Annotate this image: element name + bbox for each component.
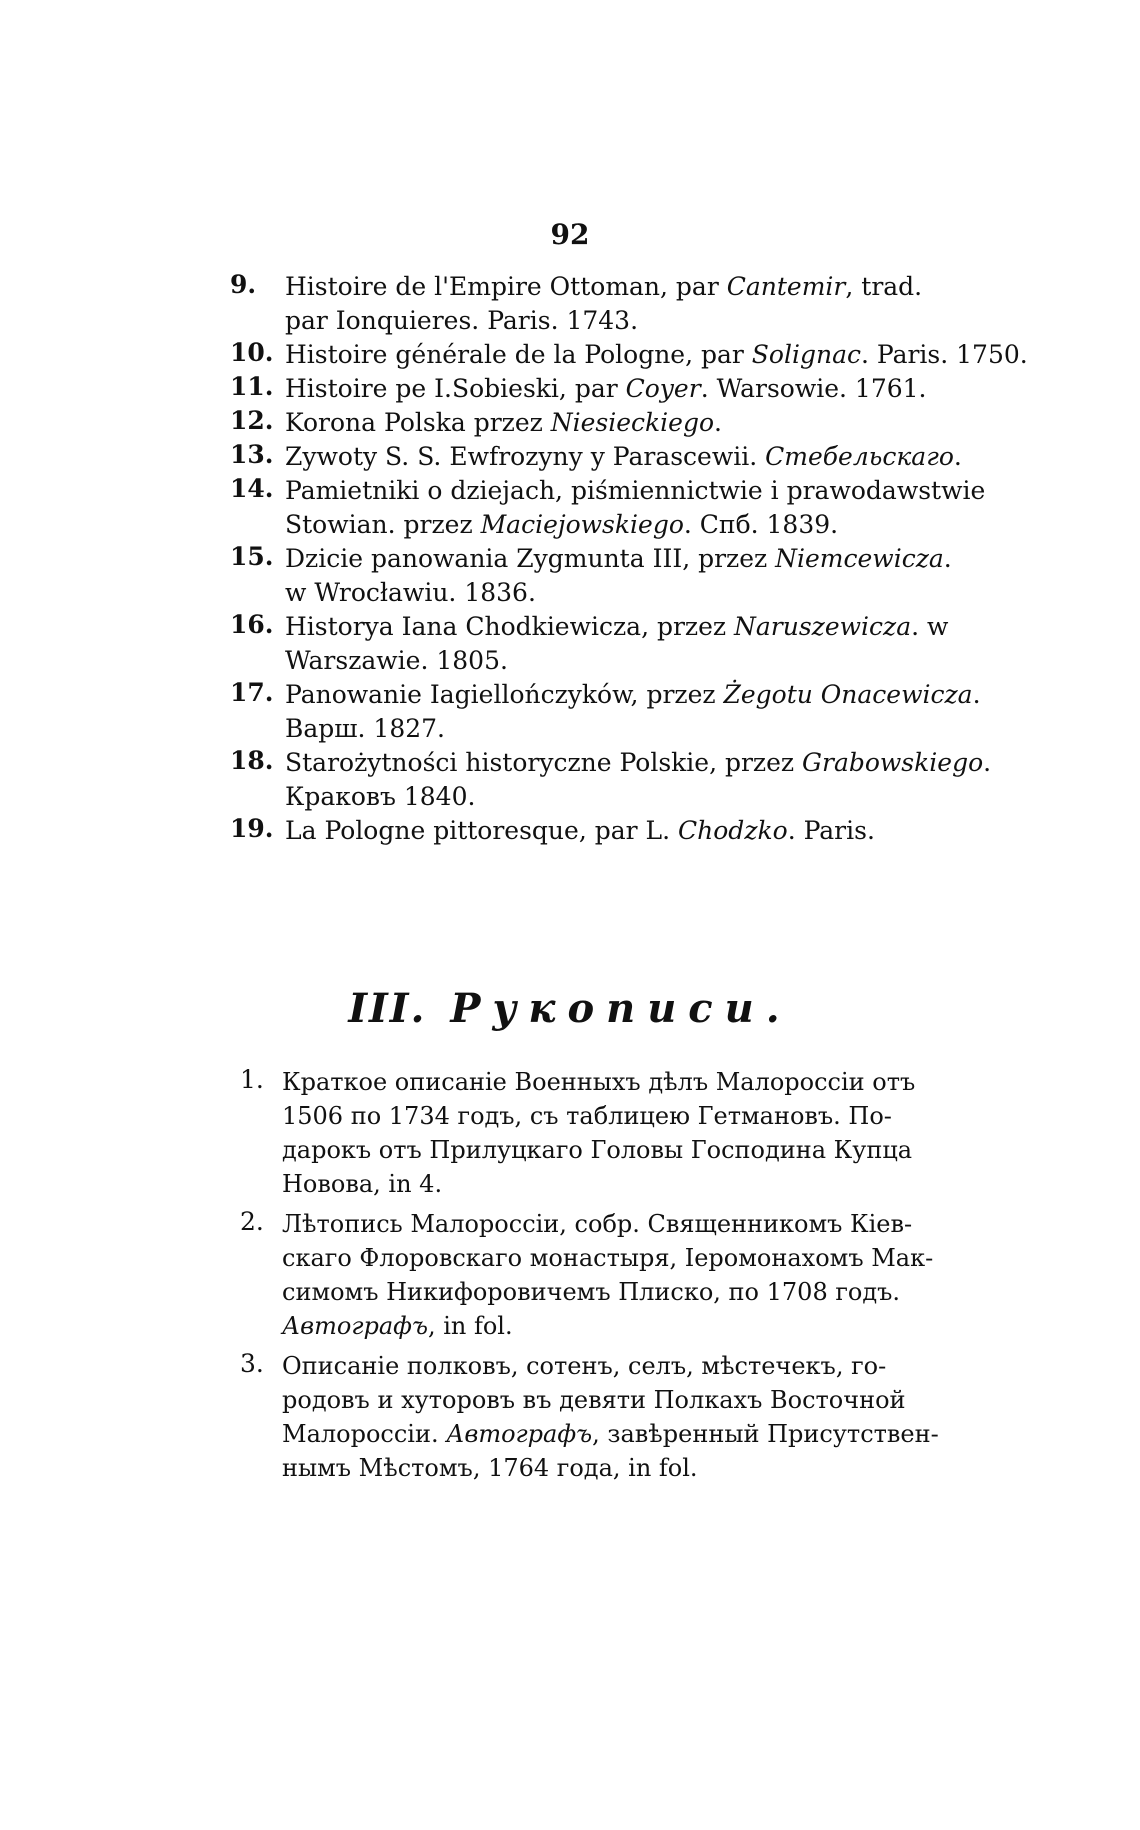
bibliography-entry [230, 746, 992, 814]
entry-text [285, 542, 952, 610]
entry-text-segment: Pamietniki o dziejach, piśmiennictwie i prawodawstwie [285, 476, 986, 505]
entry-line [285, 644, 930, 678]
bibliography-entry [230, 678, 981, 746]
author-name: Cantemir [726, 272, 846, 301]
author-name: Coyer [625, 374, 701, 403]
entry-number: 2. [240, 1207, 264, 1236]
entry-text-segment: , trad. [845, 272, 923, 301]
author-name: Chodzko [678, 816, 788, 845]
entry-number: 1. [240, 1065, 264, 1094]
entry-line [282, 1167, 920, 1201]
entry-text-segment: Новова, in 4. [282, 1170, 443, 1198]
entry-text-segment: par Ionquieres. Paris. 1743. [285, 306, 639, 335]
entry-text-segment: Описаніе полковъ, сотенъ, селъ, мѣстечекъ, го- [282, 1352, 887, 1380]
entry-text-segment: Starożytności historyczne Polskie, przez [285, 748, 803, 777]
manuscript-entry [240, 1349, 939, 1485]
author-name: Niesieckiego [550, 408, 715, 437]
entry-text-segment: Лѣтопись Малороссіи, собр. Священникомъ Кіев- [282, 1210, 913, 1238]
author-name: Maciejowskiego [480, 510, 684, 539]
entry-text [285, 440, 962, 474]
entry-text-segment: Zywoty S. S. Ewfrozyny y Parascewii. [285, 442, 766, 471]
entry-line [285, 576, 930, 610]
entry-line [282, 1241, 934, 1275]
entry-text-segment: родовъ и хуторовъ въ девяти Полкахъ Восточной [282, 1386, 906, 1414]
entry-text-segment: La Pologne pittoresque, par L. [285, 816, 679, 845]
author-name: Solignac [751, 340, 861, 369]
entry-line [285, 372, 930, 406]
entry-text [285, 338, 1028, 372]
entry-text-segment: Краткое описаніе Военныхъ дѣлъ Малороссіи отъ [282, 1068, 916, 1096]
page-number: 92 [550, 218, 590, 251]
entry-line [282, 1207, 920, 1241]
entry-line [285, 712, 930, 746]
entry-line [282, 1133, 920, 1167]
entry-text [285, 814, 930, 848]
entry-number: 18. [230, 746, 274, 775]
bibliography-entry [230, 474, 986, 542]
entry-text-segment: Stowian. przez [285, 510, 481, 539]
entry-text-segment: . Paris. 1750. [860, 340, 1028, 369]
author-name: Żegotu Onacewicza [723, 680, 973, 709]
author-name: Стебельскаго [765, 442, 954, 471]
entry-text [282, 1065, 920, 1201]
manuscripts-list [240, 1065, 939, 1491]
entry-text-segment: Малороссіи. [282, 1420, 447, 1448]
entry-text [285, 270, 930, 338]
entry-text-segment: Histoire générale de la Pologne, par [285, 340, 752, 369]
entry-text [282, 1349, 939, 1485]
entry-number: 16. [230, 610, 274, 639]
entry-line [285, 406, 930, 440]
entry-text-segment: Краковъ 1840. [285, 782, 476, 811]
entry-text-segment: . w [911, 612, 949, 641]
entry-line [285, 542, 952, 576]
entry-text-segment: дарокъ отъ Прилуцкаго Головы Господина Купца [282, 1136, 913, 1164]
entry-text-segment: скаго Флоровскаго монастыря, Іеромонахомъ Мак- [282, 1244, 934, 1272]
entry-line [285, 746, 992, 780]
entry-line [282, 1275, 920, 1309]
entry-number: 10. [230, 338, 274, 367]
entry-text-segment: . [972, 680, 981, 709]
author-name: Автографъ [446, 1420, 593, 1448]
section-numeral: III. [348, 985, 427, 1032]
entry-text-segment: Warszawie. 1805. [285, 646, 508, 675]
entry-text-segment: Histoire de l'Empire Ottoman, par [285, 272, 727, 301]
entry-line [285, 814, 930, 848]
entry-text [285, 746, 992, 814]
entry-text-segment: . [983, 748, 992, 777]
section-heading [0, 985, 1140, 1032]
entry-text-segment: . Спб. 1839. [683, 510, 839, 539]
entry-line [282, 1349, 920, 1383]
entry-number: 14. [230, 474, 274, 503]
entry-text [285, 678, 981, 746]
entry-line [282, 1065, 920, 1099]
bibliography-entry [230, 270, 930, 338]
entry-text-segment: Historya Iana Chodkiewicza, przez [285, 612, 735, 641]
entry-number: 9. [230, 270, 257, 299]
entry-text-segment: . Paris. [787, 816, 875, 845]
entry-text-segment: Panowanie Iagiellończyków, przez [285, 680, 724, 709]
entry-line [285, 610, 949, 644]
entry-text-segment: . [714, 408, 722, 437]
entry-number: 11. [230, 372, 274, 401]
entry-text [285, 406, 930, 440]
bibliography-entry [230, 440, 962, 474]
entry-line [285, 678, 981, 712]
entry-line [285, 508, 930, 542]
entry-line [282, 1417, 939, 1451]
entry-line [285, 304, 930, 338]
entry-line [282, 1383, 920, 1417]
entry-text-segment: Варш. 1827. [285, 714, 445, 743]
entry-line [282, 1099, 920, 1133]
bibliography-entry [230, 372, 930, 406]
manuscript-entry [240, 1207, 934, 1343]
bibliography-entry [230, 814, 930, 848]
bibliography-entry [230, 338, 1028, 372]
entry-number: 12. [230, 406, 274, 435]
entry-line [285, 338, 1028, 372]
entry-text-segment: , завѣренный Присутствен- [592, 1420, 939, 1448]
entry-text-segment: Dzicie panowania Zygmunta III, przez [285, 544, 776, 573]
bibliography-entry [230, 406, 930, 440]
manuscript-entry [240, 1065, 920, 1201]
entry-text [285, 372, 930, 406]
section-title: Рукописи. [450, 985, 792, 1032]
entry-line [285, 780, 930, 814]
entry-text-segment: Histoire pe I.Sobieski, par [285, 374, 626, 403]
entry-text-segment: . [953, 442, 962, 471]
entry-line [285, 474, 986, 508]
bibliography-list [230, 270, 1028, 848]
entry-text-segment: нымъ Мѣстомъ, 1764 года, in fol. [282, 1454, 698, 1482]
bibliography-entry [230, 542, 952, 610]
entry-text-segment: , in fol. [427, 1312, 513, 1340]
entry-text-segment: 1506 по 1734 годъ, съ таблицею Гетмановъ. По- [282, 1102, 892, 1130]
entry-text-segment: Korona Polska przez [285, 408, 551, 437]
bibliography-entry [230, 610, 949, 678]
entry-text-segment: . Warsowie. 1761. [700, 374, 927, 403]
entry-number: 15. [230, 542, 274, 571]
entry-text [285, 474, 986, 542]
author-name: Naruszewicza [734, 612, 912, 641]
author-name: Автографъ [282, 1312, 428, 1340]
entry-line [282, 1451, 920, 1485]
entry-number: 13. [230, 440, 274, 469]
entry-text-segment: симомъ Никифоровичемъ Плиско, по 1708 годъ. [282, 1278, 901, 1306]
entry-number: 17. [230, 678, 274, 707]
author-name: Grabowskiego [802, 748, 984, 777]
entry-number: 19. [230, 814, 274, 843]
entry-line [282, 1309, 920, 1343]
entry-number: 3. [240, 1349, 264, 1378]
entry-text [285, 610, 949, 678]
author-name: Niemcewicza [775, 544, 944, 573]
entry-line [285, 440, 962, 474]
entry-text [282, 1207, 934, 1343]
entry-text-segment: w Wrocławiu. 1836. [285, 578, 536, 607]
entry-line [285, 270, 930, 304]
entry-text-segment: . [943, 544, 952, 573]
